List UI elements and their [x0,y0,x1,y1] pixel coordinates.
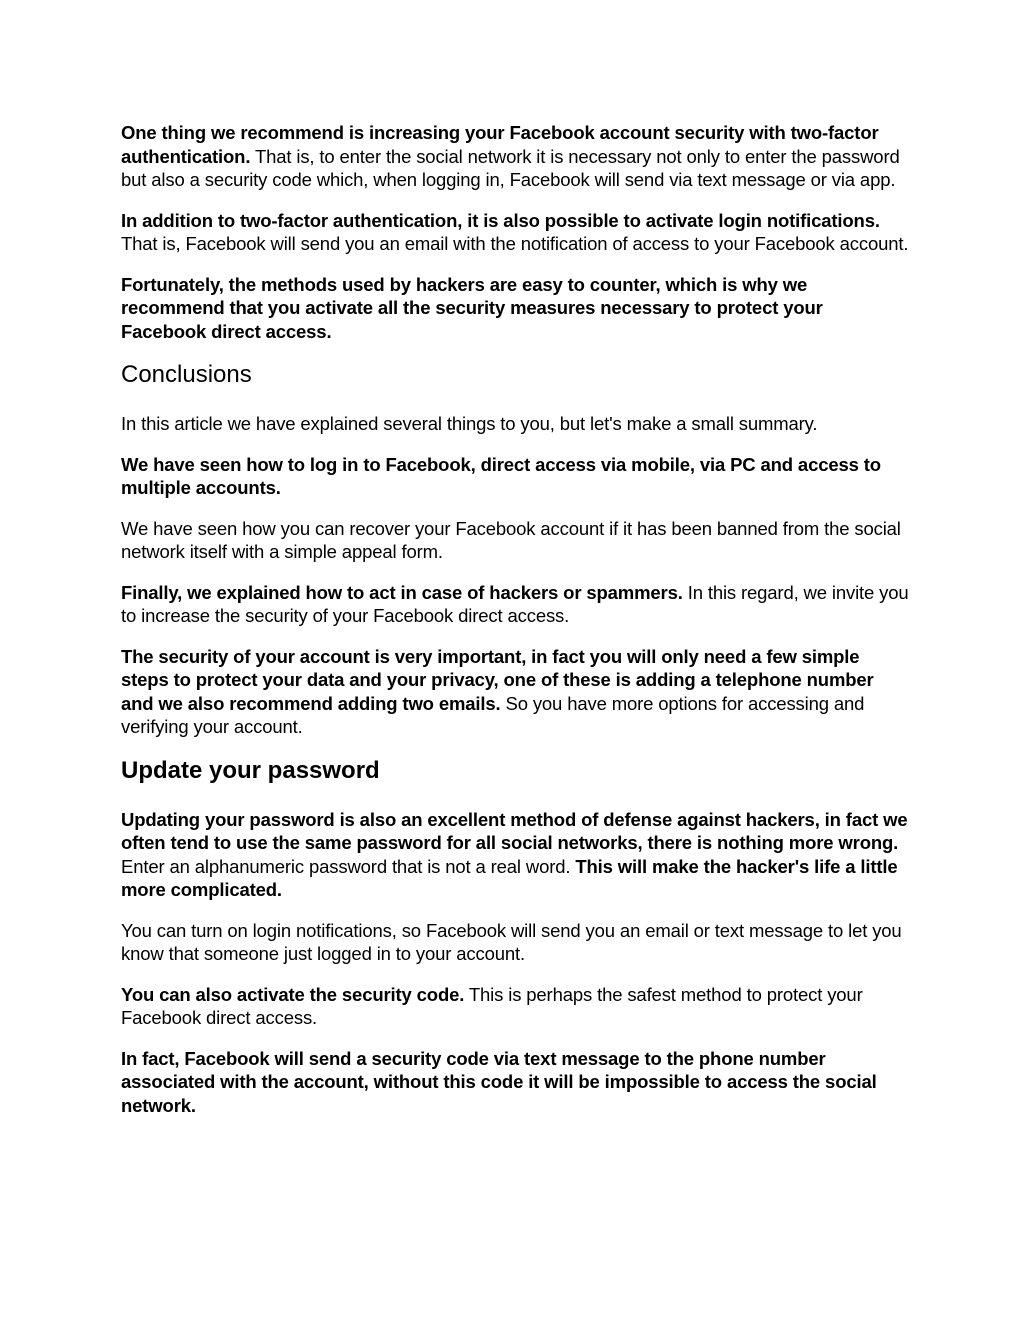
bold-text: In fact, Facebook will send a security code via text message to the phone number associated with the account, without this code it will be impossible to access the social network. [121,1047,877,1116]
paragraph-sms-code [121,1047,911,1118]
heading-conclusions: Conclusions [121,361,252,388]
paragraph-hackers-spammers [121,581,911,628]
paragraph-two-factor [121,121,911,192]
body-text: Enter an alphanumeric password that is not a real word. [121,855,576,877]
bold-text: This will make the hacker's life a little more complicated. [121,855,898,900]
bold-text: Updating your password is also an excellent method of defense against hackers, in fact we often tend to use the same password for all social networks, there is nothing more wrong. [121,808,908,853]
body-text: So you have more options for accessing and verifying your account. [121,692,865,737]
body-text: In this regard, we invite you to increase the security of your Facebook direct access. [121,581,909,626]
article-body [121,121,911,1134]
paragraph-updating-password [121,808,911,902]
bold-text: In addition to two-factor authentication, it is also possible to activate login notifications. [121,209,880,231]
paragraph-turn-on-notifications: You can turn on login notifications, so Facebook will send you an email or text message to let you know that someone just logged in to your account. [121,919,902,964]
paragraph-account-security [121,645,911,739]
body-text: That is, Facebook will send you an email with the notification of access to your Facebook account. [121,233,909,254]
bold-text: Finally, we explained how to act in case of hackers or spammers. [121,581,683,603]
paragraph-security-code [121,983,911,1030]
heading-update-password: Update your password [121,756,380,784]
bold-text: Fortunately, the methods used by hackers are easy to counter, which is why we recommend that you activate all the security measures necessary to protect your Facebook direct access. [121,273,823,342]
paragraph-hackers-counter [121,273,911,344]
bold-text: We have seen how to log in to Facebook, direct access via mobile, via PC and access to multiple accounts. [121,453,881,498]
bold-text: The security of your account is very important, in fact you will only need a few simple steps to protect your data and your privacy, one of these is adding a telephone number and we also recommend adding two emails. [121,645,874,714]
body-text: This is perhaps the safest method to protect your Facebook direct access. [121,983,863,1028]
paragraph-summary: In this article we have explained several things to you, but let's make a small summary. [121,413,818,434]
bold-text: You can also activate the security code. [121,983,465,1005]
body-text: That is, to enter the social network it is necessary not only to enter the password but also a security code which, when logging in, Facebook will send via text message or via app. [121,145,900,190]
paragraph-login-notifications [121,209,911,256]
bold-text: One thing we recommend is increasing your Facebook account security with two-factor authentication. [121,122,879,167]
paragraph-login-methods [121,453,911,500]
paragraph-recover-account: We have seen how you can recover your Facebook account if it has been banned from the social network itself with a simple appeal form. [121,517,901,562]
